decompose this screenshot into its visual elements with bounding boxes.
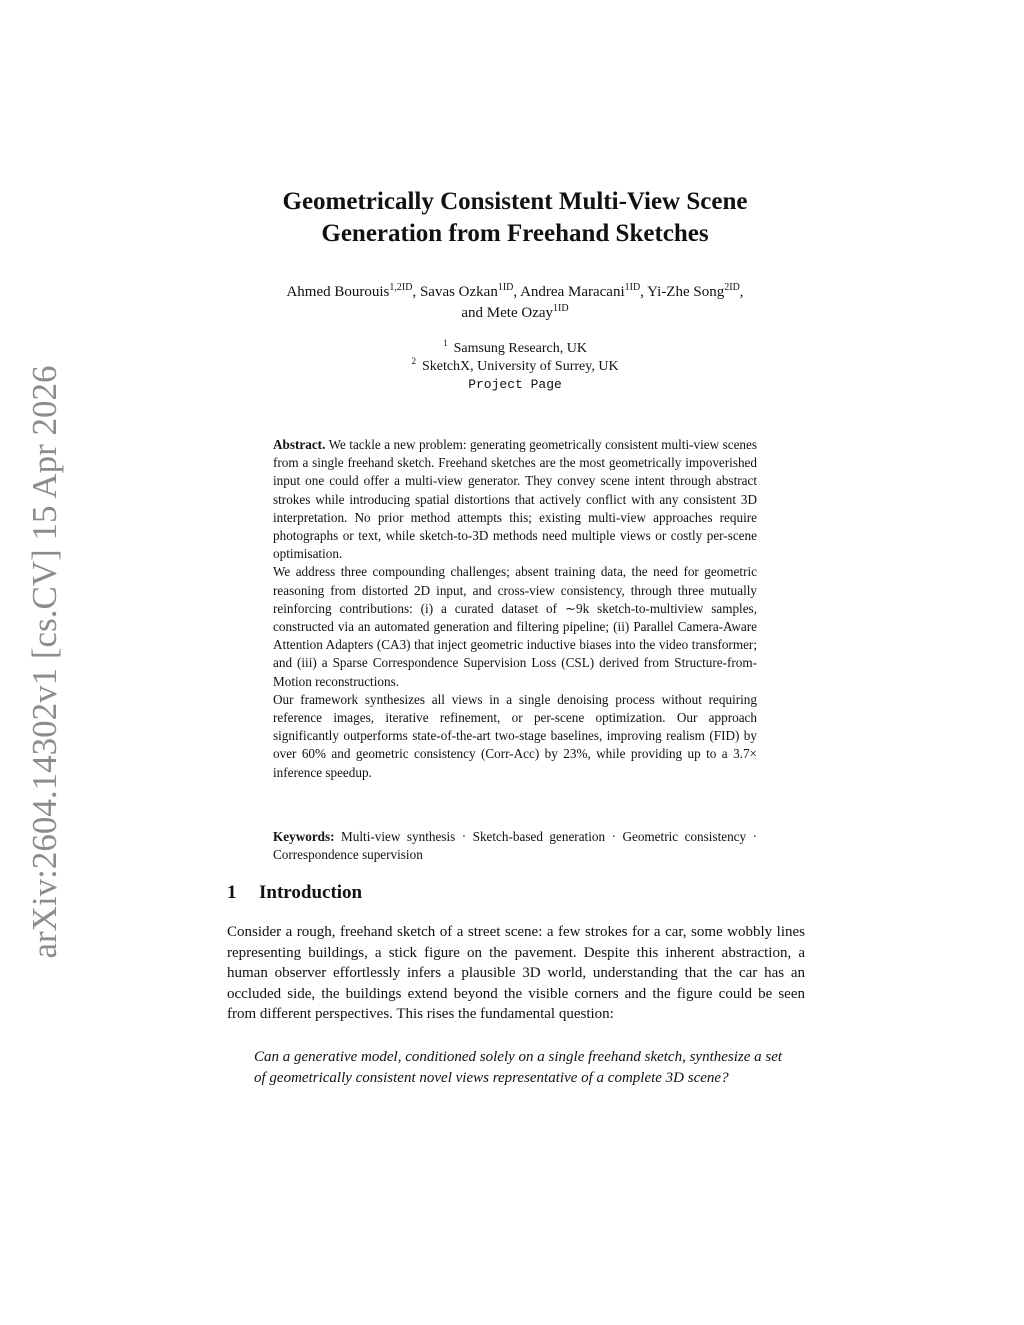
- introduction-body: [227, 922, 805, 1025]
- affiliation-number: 1: [443, 338, 448, 348]
- research-question: Can a generative model, conditioned solely on a single freehand sketch, synthesize a set of geometrically consistent novel views representative of a complete 3D scene?: [254, 1049, 783, 1086]
- affiliation-item: [212, 340, 818, 358]
- affiliation-number: 2: [411, 356, 416, 366]
- author-line-2: [212, 303, 818, 324]
- author-affiliation-marker: 1ID: [497, 282, 514, 293]
- affiliation-list: [212, 340, 818, 394]
- author-affiliation-marker: 1ID: [624, 282, 641, 293]
- arxiv-identifier-stamp: arXiv:2604.14302v1 [cs.CV] 15 Apr 2026: [25, 365, 64, 959]
- author-list: [212, 282, 818, 324]
- affiliation-name: SketchX, University of Surrey, UK: [421, 359, 619, 374]
- keywords-block: [273, 828, 757, 864]
- keywords-text: Multi-view synthesis · Sketch-based generation · Geometric consistency · Correspondence supervision: [273, 829, 758, 863]
- author-line-1: [212, 282, 818, 303]
- author-separator: ,: [412, 284, 420, 300]
- affiliation-name: Samsung Research, UK: [453, 341, 587, 356]
- introduction-paragraph: Consider a rough, freehand sketch of a street scene: a few strokes for a car, some wobbly lines representing buildings, a stick figure on the pavement. Despite this inherent abstraction, a human observer effortlessly infers a plausible 3D world, understanding that the car has an occluded side, the buildings extend beyond the visible corners and the figure could be seen from different perspectives. This rises the fundamental question:: [227, 924, 805, 1023]
- paper-title-line-1: Geometrically Consistent Multi-View Scene: [282, 188, 748, 215]
- project-page-link[interactable]: Project Page: [468, 377, 562, 392]
- paper-title-line-2: Generation from Freehand Sketches: [321, 220, 709, 247]
- project-page-line: [212, 376, 818, 394]
- paper-title: [212, 186, 818, 250]
- keywords-label: Keywords:: [273, 829, 335, 844]
- author-affiliation-marker: 1ID: [553, 303, 569, 314]
- author-name: and Mete Ozay: [461, 305, 554, 321]
- arxiv-stamp-container: [20, 362, 70, 962]
- abstract-paragraph-1: [273, 436, 757, 563]
- affiliation-item: [212, 358, 818, 376]
- author-affiliation-marker: 1,2ID: [389, 282, 413, 293]
- author-name: Yi-Zhe Song: [647, 284, 725, 300]
- author-separator: ,: [739, 284, 744, 300]
- abstract-paragraph-3: Our framework synthesizes all views in a single denoising process without requiring reference images, iterative refinement, or per-scene optimization. Our approach significantly outperforms state-of-the-art two-stage baselines, improving realism (FID) by over 60% and geometric consistency (Corr-Acc) by 23%, while providing up to a 3.7× inference speedup.: [273, 691, 757, 780]
- author-separator: ,: [513, 284, 521, 300]
- abstract-block: [273, 436, 757, 782]
- author-name: Andrea Maracani: [520, 284, 625, 300]
- section-heading: [227, 880, 805, 906]
- author-separator: ,: [640, 284, 648, 300]
- abstract-paragraph-2: We address three compounding challenges; absent training data, the need for geometric reasoning from distorted 2D input, and cross-view consistency, through three mutually reinforcing contributions: (i) a curated dataset of ∼9k sketch-to-multiview samples, constructed via an automated generation and filtering pipeline; (ii) Parallel Camera-Aware Attention Adapters (CA3) that inject geometric inductive biases into the video transformer; and (iii) a Sparse Correspondence Supervision Loss (CSL) derived from Structure-from-Motion reconstructions.: [273, 564, 757, 689]
- section-number: 1: [227, 882, 237, 903]
- author-name: Savas Ozkan: [419, 284, 498, 300]
- section-title: Introduction: [259, 882, 363, 903]
- author-affiliation-marker: 2ID: [724, 282, 740, 293]
- abstract-label: Abstract.: [273, 437, 326, 452]
- abstract-text: We tackle a new problem: generating geometrically consistent multi-view scenes from a single freehand sketch. Freehand sketches are the most geometrically impoverished input one could offer a multi-view generator. They convey scene intent through abstract strokes while introducing spatial distortions that actively conflict with any consistent 3D interpretation. No prior method attempts this; existing multi-view approaches require photographs or text, while sketch-to-3D methods need multiple views or costly per-scene optimisation.: [273, 437, 758, 562]
- author-name: Ahmed Bourouis: [286, 284, 390, 300]
